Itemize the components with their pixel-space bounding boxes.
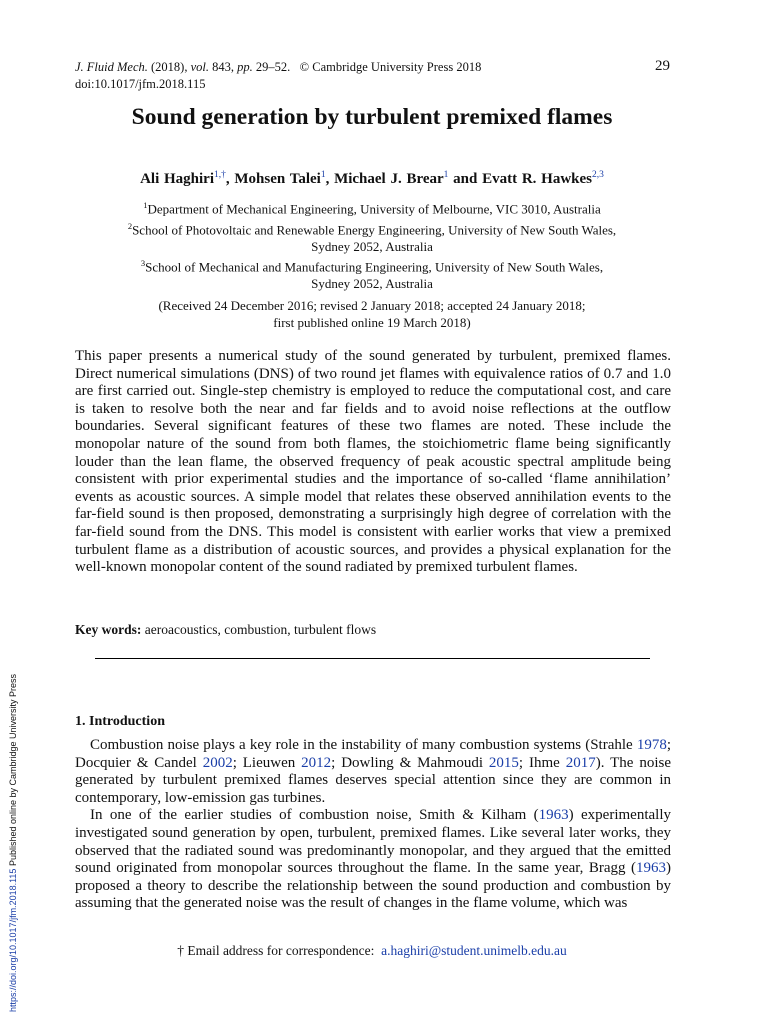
citation-link[interactable]: 2002: [202, 754, 233, 771]
author-name: Mohsen Talei: [234, 171, 321, 187]
keywords: [75, 622, 376, 638]
citation-link[interactable]: 2012: [301, 754, 332, 771]
email-link[interactable]: a.haghiri@student.unimelb.edu.au: [381, 943, 567, 958]
section-divider: [95, 658, 650, 659]
side-banner: https://doi.org/10.1017/jfm.2018.115 Published online by Cambridge University Press: [8, 673, 18, 1012]
section-heading: 1. Introduction: [75, 714, 165, 729]
citation-link[interactable]: 1978: [636, 737, 667, 753]
author-affiliation-link[interactable]: 1,†: [214, 170, 226, 180]
page-number: 29: [655, 58, 670, 74]
affiliation: $^1$Department of Mechanical Engineering, University of Melbourne, VIC 3010, Australia: [143, 200, 601, 217]
paragraph: In one of the earlier studies of combustion noise, Smith & Kilham (1963) experimentally investigated sound generation by open, turbulent, premixed flames. Like several later works, they observed that the radiated sound was predominantly monopolar, and they argued that the emitted sound originated from monopolar sources throughout the flame. In the same year, Bragg (1963) proposed a theory to describe the relationship between the sound production and combustion by assuming that the generated noise was the result of changes in the flame volume, which was: [75, 807, 671, 912]
doi: doi:10.1017/jfm.2018.115: [75, 77, 206, 91]
author-name: Ali Haghiri: [140, 171, 214, 187]
author-name: Evatt R. Hawkes: [482, 171, 593, 187]
journal-citation: J. Fluid Mech. (2018), vol. 843, pp. 29–52. © Cambridge University Press 2018: [75, 60, 482, 74]
keywords-label: Key words:: [75, 622, 142, 637]
abstract: This paper presents a numerical study of the sound generated by turbulent, premixed flames. Direct numerical simulations (DNS) of two round jet flames with equivalence ratios of 0.7 and 1.0 are first carried out. Single-step chemistry is employed to reduce the computational cost, and care is taken to resolve both the near and far fields and to avoid noise reflections at the outflow boundaries. Several significant features of these two flames are noted. These include the monopolar nature of the sound from both flames, the stoichiometric flame being significantly louder than the lean flame, the observed frequency of peak acoustic spectral amplitude being consistent with prior experimental studies and the importance of so-called ‘flame annihilation’ events as acoustic sources. A simple model that relates these observed annihilation events to the far-field sound is then proposed, demonstrating a surprisingly high degree of correlation with the far-field sound from the DNS. This model is consistent with earlier works that view a premixed turbulent flame as a distribution of acoustic sources, and provides a physical explanation for the well-known monopolar content of the sound radiated by premixed turbulent flames.: [75, 348, 671, 576]
author-affiliation-link[interactable]: 2,3: [592, 170, 604, 180]
author-name: Michael J. Brear: [334, 171, 444, 187]
keywords-text: aeroacoustics, combustion, turbulent flows: [144, 622, 377, 637]
citation-link[interactable]: 1963: [636, 860, 666, 877]
author-affiliation-link[interactable]: 1: [320, 170, 326, 180]
citation-link[interactable]: 2015: [488, 754, 519, 771]
citation-link[interactable]: 2017: [565, 754, 596, 771]
citation-link[interactable]: 1963: [538, 807, 569, 824]
correspondence-footnote: † Email address for correspondence: a.haghiri@student.unimelb.edu.au: [177, 943, 567, 958]
journal-name: J. Fluid Mech.: [75, 60, 148, 74]
paragraph: Combustion noise plays a key role in the instability of many combustion systems (Strahle 1978; Docquier & Candel 2002; Lieuwen 2012; Dowling & Mahmoudi 2015; Ihme 2017). The noise generated by turbulent premixed flames deserves special attention since they are common in contemporary, low-emission gas turbines.: [75, 737, 671, 806]
introduction-body: [75, 737, 671, 913]
affiliation: $^2$School of Photovoltaic and Renewable Energy Engineering, University of New South Wales, Sydney 2052, Australia: [127, 221, 617, 255]
author-list: Ali Haghiri$^{1,\dagger}$, Mohsen Talei$^1$, Michael J. Brear$^1$ and Evatt R. Hawkes$^{2,3}$: [140, 170, 604, 187]
doi-link[interactable]: https://doi.org/10.1017/jfm.2018.115: [8, 868, 18, 1012]
affiliation: $^3$School of Mechanical and Manufacturing Engineering, University of New South Wales, Sydney 2052, Australia: [140, 258, 604, 292]
received-dates: (Received 24 December 2016; revised 2 January 2018; accepted 24 January 2018; first published online 19 March 2018): [158, 298, 586, 330]
paper-title: Sound generation by turbulent premixed flames: [131, 104, 613, 130]
author-affiliation-link[interactable]: 1: [443, 170, 449, 180]
copyright-notice: © Cambridge University Press 2018: [299, 60, 482, 74]
